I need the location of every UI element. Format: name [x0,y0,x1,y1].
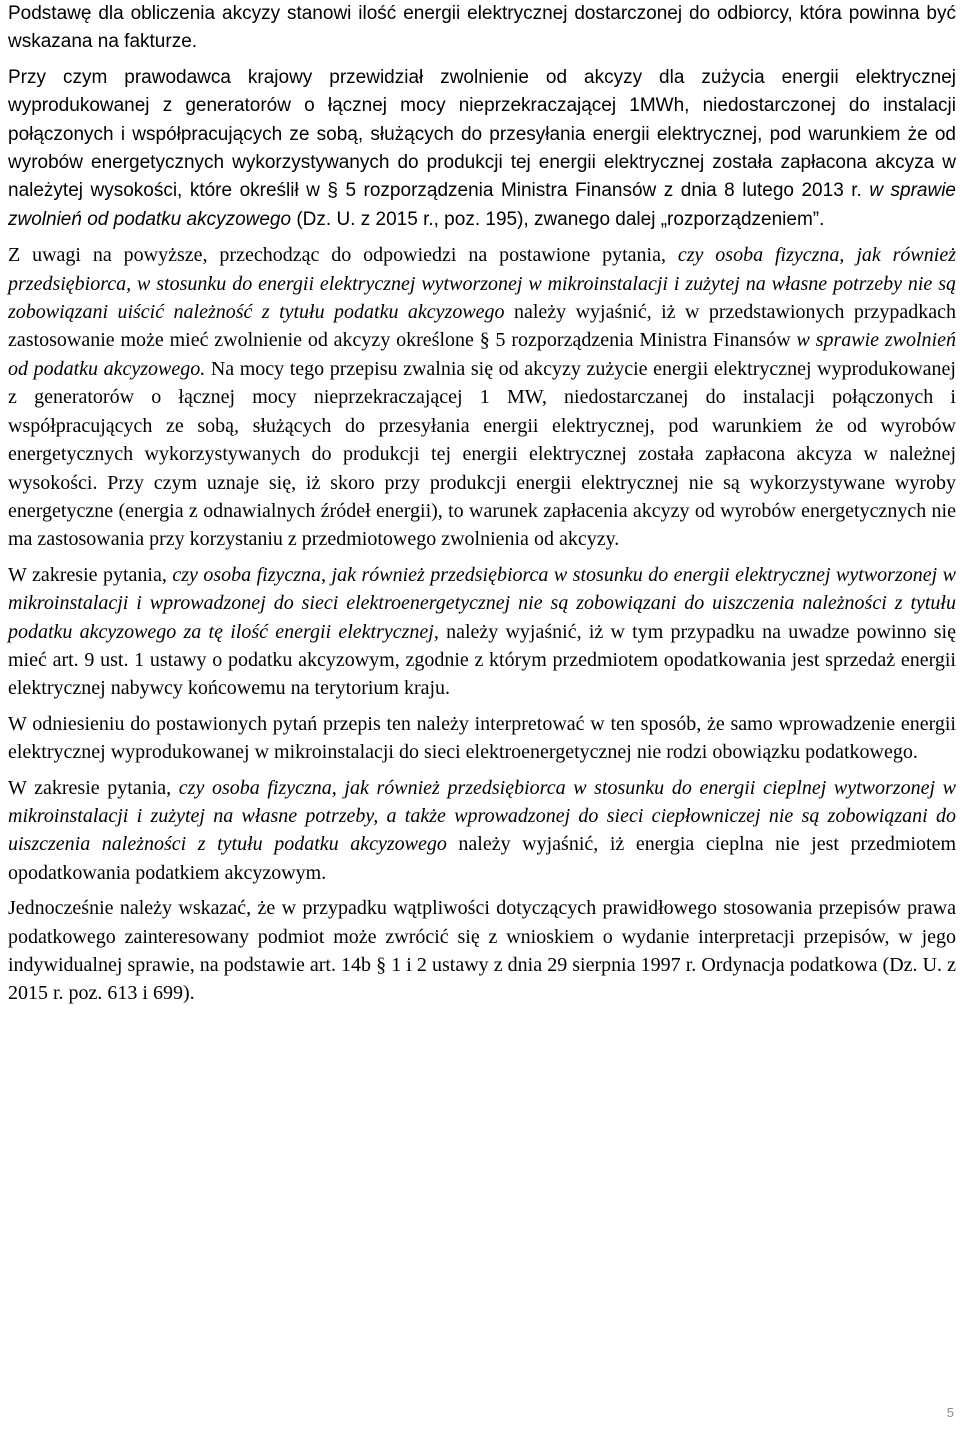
paragraph-7 [8,894,956,1008]
text-run: W zakresie pytania, [8,563,173,586]
regulation-title: w sprawie zwolnień od podatku akcyzowego [8,180,956,230]
text-run: Z uwagi na powyższe, przechodząc do odpowiedzi na postawione pytania, [8,244,678,267]
paragraph-6 [8,774,956,888]
question-quote: czy osoba fizyczna, jak również przedsiębiorca w stosunku do energii elektrycznej wytworzonej w mikroinstalacji i wprowadzonej do sieci elektroenergetycznej nie są zobowiązani do uiszczenia należności z tytułu podatku akcyzowego za tę ilość energii elektrycznej [8,563,956,643]
section-sign: § [479,329,490,352]
paragraph-1 [8,0,956,57]
question-quote: czy osoba fizyczna, jak również przedsiębiorca, w stosunku do energii elektrycznej wytworzonej w mikroinstalacji i zużytej na własne potrzeby nie są zobowiązani uiścić należność z tytułu podatku akcyzowego [8,244,956,324]
paragraph-5 [8,710,956,767]
paragraph-2 [8,64,956,234]
text-run: Przy czym prawodawca krajowy przewidział zwolnienie od akcyzy dla zużycia energii elektrycznej wyprodukowanej z generatorów o łącznej mocy nieprzekraczającej 1MWh, niedostarczonej do instalacji połączonych i współpracujących ze sobą, służących do przesyłania energii elektrycznej, pod warunkiem że od wyrobów energetycznych wykorzystywanych do produkcji tej energii elektrycznej została zapłacona akcyza w należytej wysokości, które określił w [8,66,956,202]
text-run: W zakresie pytania, [8,776,179,799]
question-quote: czy osoba fizyczna, jak również przedsiębiorca w stosunku do energii cieplnej wytworzonej w mikroinstalacji i zużytej na własne potrzeby, a także wprowadzonej do sieci ciepłowniczej nie są zobowiązani do uiszczenia należności z tytułu podatku akcyzowego [8,776,956,856]
paragraph-4 [8,561,956,703]
text-run: należy wyjaśnić, iż energia cieplna nie jest przedmiotem opodatkowania podatkiem akcyzowym. [8,833,957,884]
text-run: Na mocy tego przepisu zwalnia się od akcyzy zużycie energii elektrycznej wyprodukowanej z generatorów o łącznej mocy nieprzekraczającej 1 MW, niedostarczanej do instalacji połączonych i współpracujących ze sobą, służących do przesyłania energii elektrycznej, pod warunkiem że od wyrobów energetycznych wykorzystywanych do produkcji tej energii elektrycznej została zapłacona akcyza w należnej wysokości. Przy czym uznaje się, iż skoro przy produkcji energii elektrycznej nie są wykorzystywane wyroby energetyczne (energia z odnawialnych źródeł energii), to warunek zapłacenia akcyzy od wyrobów energetycznych nie ma zastosowania przy korzystaniu z przedmiotowego zwolnienia od akcyzy. [8,357,956,551]
text-run: należy wyjaśnić, iż w przedstawionych przypadkach zastosowanie może mieć zwolnienie od akcyzy określone [8,301,956,352]
text-run: (Dz. U. z 2015 r., poz. 195), zwanego dalej „rozporządzeniem”. [291,208,825,230]
text-run: 1 i 2 ustawy z dnia 29 sierpnia 1997 r. Ordynacja podatkowa (Dz. U. z 2015 r. poz. 613 i 699). [8,954,956,1005]
text-run: , należy wyjaśnić, iż w tym przypadku na uwadze powinno się mieć art. 9 ust. 1 ustawy o podatku akcyzowym, zgodnie z którym przedmiotem opodatkowania jest sprzedaż energii elektrycznej nabywcy końcowemu na terytorium kraju. [8,620,956,700]
section-sign: § [327,180,338,202]
page-number: 5 [946,1405,954,1420]
paragraph-3 [8,241,956,553]
text-run: 5 rozporządzenia Ministra Finansów [489,329,797,352]
text-run: Jednocześnie należy wskazać, że w przypadku wątpliwości dotyczących prawidłowego stosowania przepisów prawa podatkowego zainteresowany podmiot może zwrócić się z wnioskiem o wydanie interpretacji przepisów, w jego indywidualnej sprawie, na podstawie art. 14b [8,897,956,976]
document-page [8,0,956,1008]
text-run: W odniesieniu do postawionych pytań przepis ten należy interpretować w ten sposób, że samo wprowadzenie energii elektrycznej wyprodukowanej w mikroinstalacji do sieci elektroenergetycznej nie rodzi obowiązku podatkowego. [8,712,956,764]
text-run: Podstawę dla obliczenia akcyzy stanowi ilość energii elektrycznej dostarczonej do odbiorcy, która powinna być wskazana na fakturze. [8,3,956,53]
text-run: 5 rozporządzenia Ministra Finansów z dnia 8 lutego 2013 r. [337,180,870,202]
regulation-title: w sprawie zwolnień od podatku akcyzowego. [8,329,956,380]
section-sign: § [376,954,387,976]
